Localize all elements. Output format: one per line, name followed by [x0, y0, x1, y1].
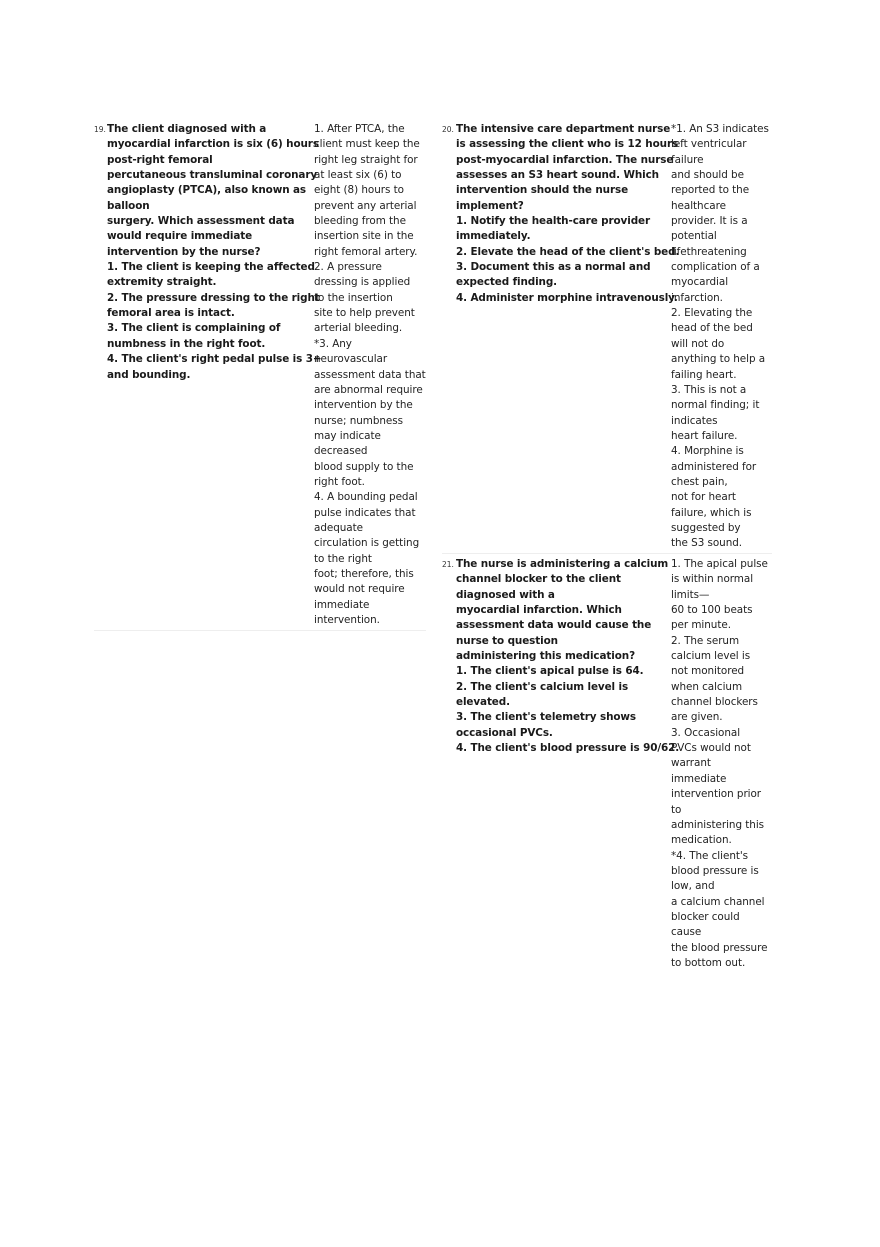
text-line: 1. The client is keeping the affected [107, 261, 315, 274]
text-line: are given. [671, 711, 723, 724]
text-line: administering this medication? [456, 650, 635, 663]
text-line: a calcium channel [671, 895, 765, 908]
question-number: 20. [442, 125, 454, 134]
text-line: failure [671, 153, 704, 166]
divider [442, 553, 772, 554]
text-line: is assessing the client who is 12 hours [456, 138, 679, 151]
text-line: PVCs would not [671, 742, 751, 755]
text-line: 60 to 100 beats [671, 604, 753, 617]
question-block-20 [442, 122, 772, 554]
text-line: to the right [314, 552, 372, 565]
text-line: head of the bed [671, 322, 753, 335]
text-line: site to help prevent [314, 307, 415, 320]
text-line: 4. The client's blood pressure is 90/62. [456, 742, 680, 755]
text-line: to [671, 803, 682, 816]
text-line: 4. A bounding pedal [314, 491, 418, 504]
text-line: is within normal [671, 573, 754, 586]
text-line: right foot. [314, 475, 365, 488]
text-line: elevated. [456, 696, 510, 709]
text-line: The nurse is administering a calcium [456, 558, 669, 570]
text-line: channel blockers [671, 696, 758, 709]
text-line: when calcium [671, 680, 743, 693]
text-line: 2. The serum [671, 634, 740, 647]
text-line: reported to the [671, 184, 750, 197]
text-line: angioplasty (PTCA), also known as [107, 184, 307, 197]
text-line: intervention by the [314, 399, 413, 412]
text-line: occasional PVCs. [456, 726, 553, 739]
text-line: myocardial [671, 276, 729, 289]
divider [94, 630, 426, 631]
text-line: assesses an S3 heart sound. Which [456, 169, 659, 182]
text-line: *4. The client's [671, 849, 749, 862]
text-line: insertion site in the [314, 230, 414, 243]
text-line: potential [671, 230, 717, 243]
text-line: will not do [671, 337, 725, 350]
text-line: The intensive care department nurse [456, 123, 671, 135]
text-line: extremity straight. [107, 276, 217, 289]
text-line: dressing is applied [314, 276, 411, 289]
text-line: 2. Elevating the [671, 307, 753, 320]
text-line: administering this [671, 818, 765, 831]
text-line: left ventricular [671, 138, 747, 151]
text-line: adequate [314, 521, 363, 534]
text-line: 2. Elevate the head of the client's bed. [456, 245, 680, 258]
text-line: 4. Morphine is [671, 445, 744, 458]
text-line: warrant [671, 757, 711, 770]
text-line: *1. An S3 indicates [671, 123, 769, 135]
question-block-21 [442, 557, 772, 977]
text-line: failing heart. [671, 368, 737, 381]
text-line: low, and [671, 880, 715, 893]
text-line: 4. The client's right pedal pulse is 3+ [107, 353, 322, 366]
text-line: bleeding from the [314, 215, 406, 228]
text-line: neurovascular [314, 353, 388, 366]
text-line: 1. The apical pulse [671, 558, 768, 570]
text-line: The client diagnosed with a [107, 123, 267, 135]
text-line: intervention should the nurse [456, 184, 629, 197]
text-line: 3. The client is complaining of [107, 322, 281, 335]
answer-rationale [314, 122, 426, 628]
text-line: diagnosed with a [456, 588, 555, 601]
text-line: 3. Document this as a normal and [456, 261, 651, 274]
text-line: right leg straight for [314, 153, 418, 166]
text-line: indicates [671, 414, 718, 427]
text-line: balloon [107, 199, 150, 212]
text-line: immediate [314, 598, 370, 611]
text-line: may indicate [314, 429, 381, 442]
text-line: would require immediate [107, 230, 253, 243]
text-line: expected finding. [456, 276, 558, 289]
text-line: intervention prior [671, 788, 762, 801]
text-line: failure, which is [671, 506, 752, 519]
text-line: 1. Notify the health-care provider [456, 215, 650, 228]
question-number: 19. [94, 125, 106, 134]
text-line: 1. After PTCA, the [314, 123, 405, 135]
question-block-19 [94, 122, 426, 632]
text-line: calcium level is [671, 650, 751, 663]
text-line: 3. Occasional [671, 726, 741, 739]
text-line: limits— [671, 588, 710, 601]
text-line: pulse indicates that [314, 506, 416, 519]
text-line: provider. It is a [671, 215, 748, 228]
text-line: anything to help a [671, 353, 766, 366]
text-line: immediate [671, 772, 727, 785]
text-line: immediately. [456, 230, 531, 243]
text-line: channel blocker to the client [456, 573, 621, 586]
text-line: blood supply to the [314, 460, 414, 473]
text-line: administered for [671, 460, 757, 473]
text-line: foot; therefore, this [314, 567, 414, 580]
text-line: not for heart [671, 491, 736, 504]
answer-rationale [671, 557, 772, 971]
text-line: arterial bleeding. [314, 322, 403, 335]
text-line: the blood pressure [671, 941, 768, 954]
text-line: blood pressure is [671, 864, 759, 877]
text-line: assessment data that [314, 368, 426, 381]
text-line: eight (8) hours to [314, 184, 404, 197]
text-line: normal finding; it [671, 399, 760, 412]
text-line: 1. The client's apical pulse is 64. [456, 665, 644, 678]
text-line: right femoral artery. [314, 245, 418, 258]
text-line: post-right femoral [107, 153, 213, 166]
text-line: to bottom out. [671, 956, 746, 969]
text-line: circulation is getting [314, 537, 420, 550]
text-line: per minute. [671, 619, 731, 632]
text-line: 2. The pressure dressing to the right [107, 291, 320, 304]
text-line: and should be [671, 169, 744, 182]
text-line: *3. Any [314, 337, 352, 350]
text-line: healthcare [671, 199, 726, 212]
question-text [107, 122, 322, 383]
text-line: complication of a [671, 261, 760, 274]
text-line: at least six (6) to [314, 169, 402, 182]
text-line: post-myocardial infarction. The nurse [456, 153, 674, 166]
text-line: suggested by [671, 521, 741, 534]
text-line: infarction. [671, 291, 723, 304]
text-line: nurse; numbness [314, 414, 403, 427]
text-line: percutaneous transluminal coronary [107, 169, 318, 182]
text-line: prevent any arterial [314, 199, 417, 212]
question-number: 21. [442, 560, 454, 569]
text-line: would not require [314, 583, 405, 596]
text-line: intervention by the nurse? [107, 245, 261, 258]
text-line: implement? [456, 199, 524, 212]
text-line: nurse to question [456, 634, 558, 647]
text-line: 3. This is not a [671, 383, 747, 396]
text-line: cause [671, 926, 702, 939]
text-line: 3. The client's telemetry shows [456, 711, 637, 724]
text-line: client must keep the [314, 138, 420, 151]
text-line: myocardial infarction. Which [456, 604, 622, 617]
question-text [456, 557, 680, 756]
text-line: 2. A pressure [314, 261, 382, 274]
text-line: numbness in the right foot. [107, 337, 266, 350]
answer-rationale [671, 122, 772, 552]
text-line: surgery. Which assessment data [107, 215, 295, 228]
text-line: not monitored [671, 665, 745, 678]
text-line: blocker could [671, 910, 740, 923]
text-line: femoral area is intact. [107, 307, 235, 320]
text-line: 4. Administer morphine intravenously. [456, 291, 678, 304]
text-line: the S3 sound. [671, 537, 743, 550]
text-line: medication. [671, 834, 732, 847]
text-line: chest pain, [671, 475, 728, 488]
text-line: intervention. [314, 614, 380, 626]
text-line: heart failure. [671, 429, 738, 442]
text-line: are abnormal require [314, 383, 423, 396]
text-line: lifethreatening [671, 245, 747, 258]
text-line: decreased [314, 445, 368, 458]
text-line: to the insertion [314, 291, 393, 304]
text-line: assessment data would cause the [456, 619, 652, 632]
text-line: myocardial infarction is six (6) hours [107, 138, 319, 151]
question-text [456, 122, 680, 306]
text-line: and bounding. [107, 368, 191, 381]
text-line: 2. The client's calcium level is [456, 680, 629, 693]
